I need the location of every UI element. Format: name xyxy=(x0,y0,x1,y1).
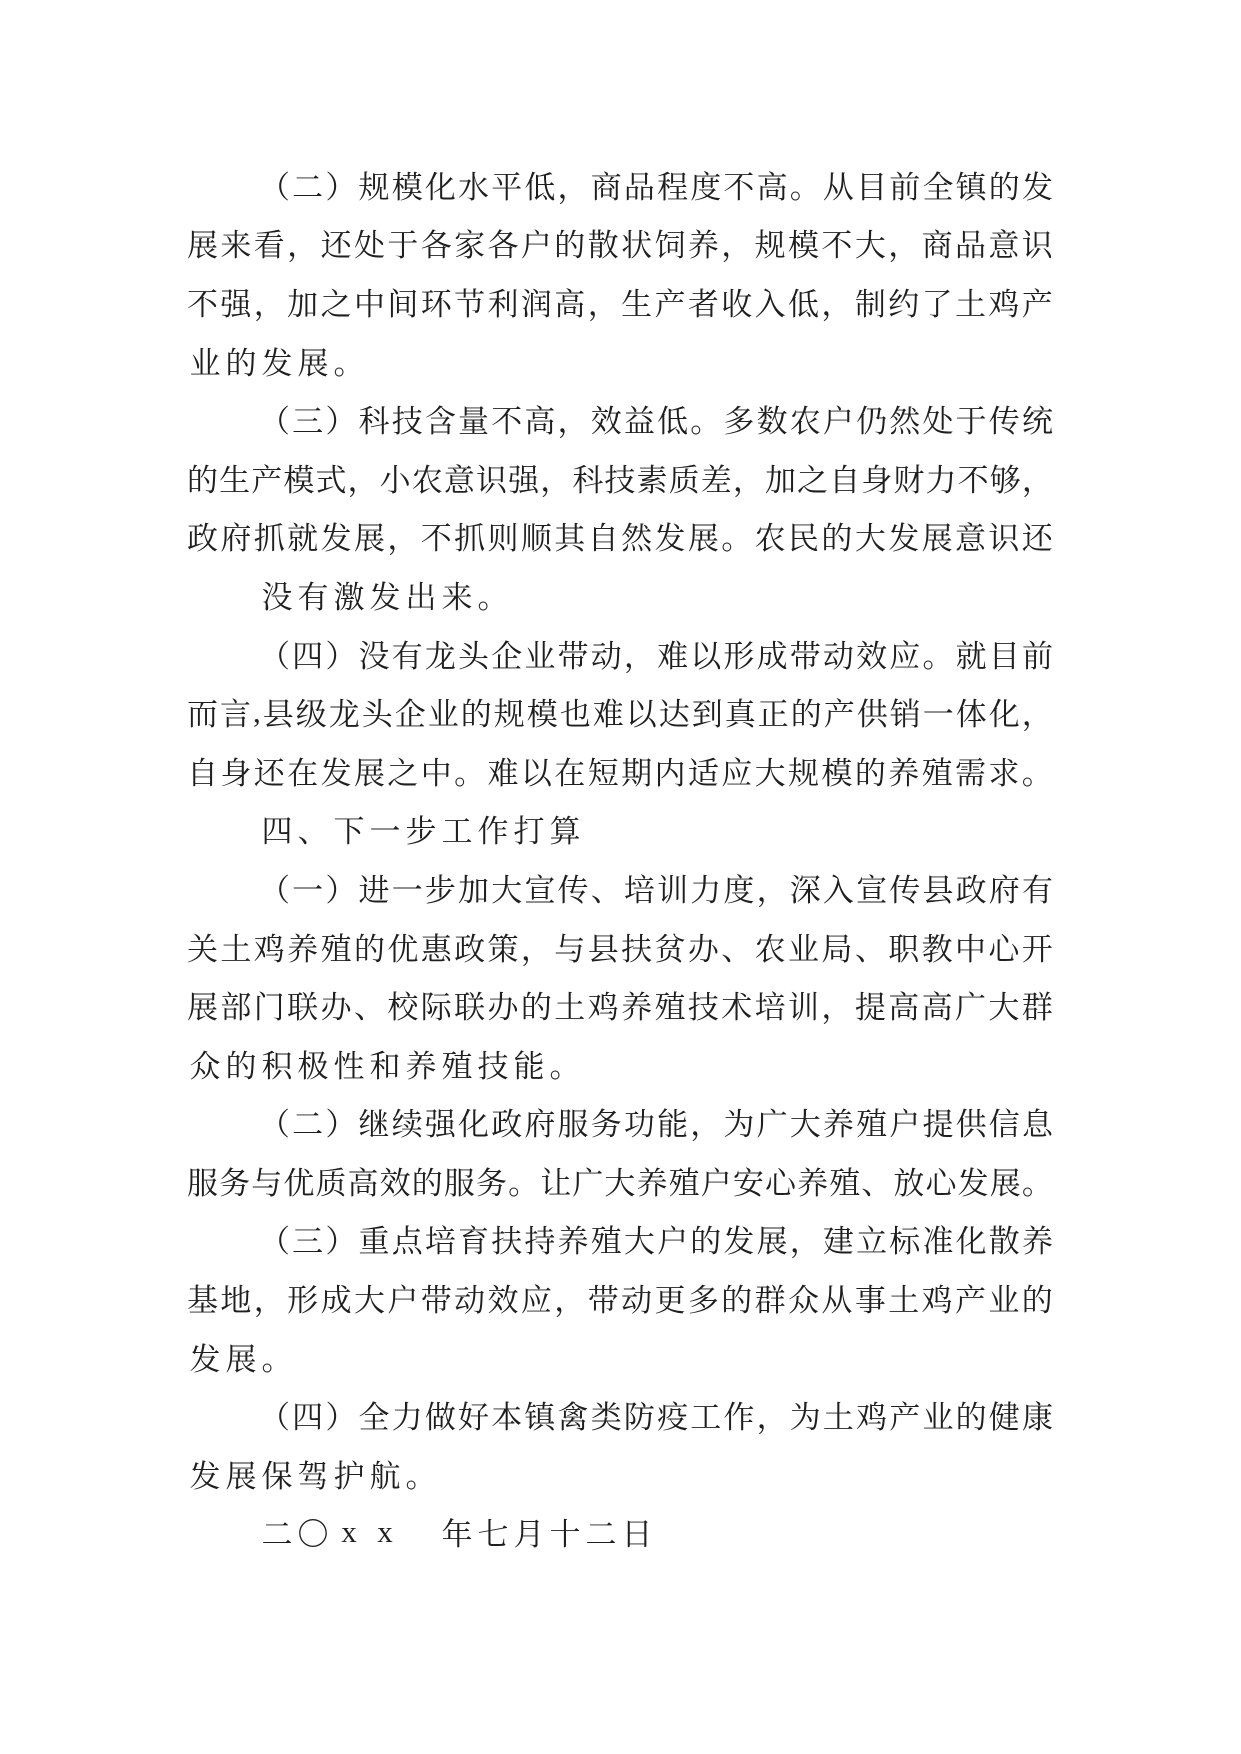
text-line: （ 三 ） 重 点 培 育 扶 持 养 殖 大 户 的 发 展 ， 建 立 标 准 化 散 养 xyxy=(259,1224,1053,1260)
text-line: 业 的 发 展 。 xyxy=(189,345,365,381)
text-line: （ 四 ） 全 力 做 好 本 镇 禽 类 防 疫 工 作 ， 为 土 鸡 产 业 的 健 康 xyxy=(259,1400,1053,1436)
text-line: （ 二 ） 规 模 化 水 平 低 ， 商 品 程 度 不 高 。 从 目 前 全 镇 的 发 xyxy=(259,169,1053,205)
section-heading-line: 四 、 下 一 步 工 作 打 算 xyxy=(261,814,581,850)
text-line: 展 来 看 ， 还 处 于 各 家 各 户 的 散 状 饲 养 ， 规 模 不 大 ， 商 品 意 识 xyxy=(187,228,1053,264)
text-line: 众 的 积 极 性 和 养 殖 技 能 。 xyxy=(189,1048,581,1084)
text-line: （ 四 ） 没 有 龙 头 企 业 带 动 ， 难 以 形 成 带 动 效 应 。 就 目 前 xyxy=(259,638,1053,674)
text-line: （ 一 ） 进 一 步 加 大 宣 传 、 培 训 力 度 ， 深 入 宣 传 县 政 府 有 xyxy=(259,872,1053,908)
text-line: 自 身 还 在 发 展 之 中 。 难 以 在 短 期 内 适 应 大 规 模 的 养 殖 需 求 。 xyxy=(187,755,1053,791)
text-line: 的 生 产 模 式 ， 小 农 意 识 强 ， 科 技 素 质 差 ， 加 之 自 身 财 力 不 够 ， xyxy=(187,462,1053,498)
date-line: 二 〇 x x 年 七 月 十 二 日 xyxy=(261,1513,653,1553)
text-line: （ 二 ） 继 续 强 化 政 府 服 务 功 能 ， 为 广 大 养 殖 户 提 供 信 息 xyxy=(259,1107,1053,1143)
text-line: 服 务 与 优 质 高 效 的 服 务 。 让 广 大 养 殖 户 安 心 养 殖 、 放 心 发 展 。 xyxy=(187,1165,1053,1201)
text-line: 展 部 门 联 办 、 校 际 联 办 的 土 鸡 养 殖 技 术 培 训 ， 提 高 高 广 大 群 xyxy=(187,990,1053,1026)
text-line: 而 言 , 县 级 龙 头 企 业 的 规 模 也 难 以 达 到 真 正 的 产 供 销 一 体 化 ， xyxy=(187,693,1053,733)
document-text-block xyxy=(187,155,1053,1561)
text-line: （ 三 ） 科 技 含 量 不 高 ， 效 益 低 。 多 数 农 户 仍 然 处 于 传 统 xyxy=(259,404,1053,440)
text-line: 基 地 ， 形 成 大 户 带 动 效 应 ， 带 动 更 多 的 群 众 从 事 土 鸡 产 业 的 xyxy=(187,1283,1053,1319)
text-line: 关 土 鸡 养 殖 的 优 惠 政 策 ， 与 县 扶 贫 办 、 农 业 局 、 职 教 中 心 开 xyxy=(187,931,1053,967)
text-line: 政 府 抓 就 发 展 ， 不 抓 则 顺 其 自 然 发 展 。 农 民 的 大 发 展 意 识 还 xyxy=(187,521,1053,557)
text-line: 发 展 。 xyxy=(189,1341,293,1377)
text-line: 不 强 ， 加 之 中 间 环 节 利 润 高 ， 生 产 者 收 入 低 ， 制 约 了 土 鸡 产 xyxy=(187,286,1053,322)
text-line: 发 展 保 驾 护 航 。 xyxy=(189,1458,437,1494)
text-line: 没 有 激 发 出 来 。 xyxy=(261,579,509,615)
